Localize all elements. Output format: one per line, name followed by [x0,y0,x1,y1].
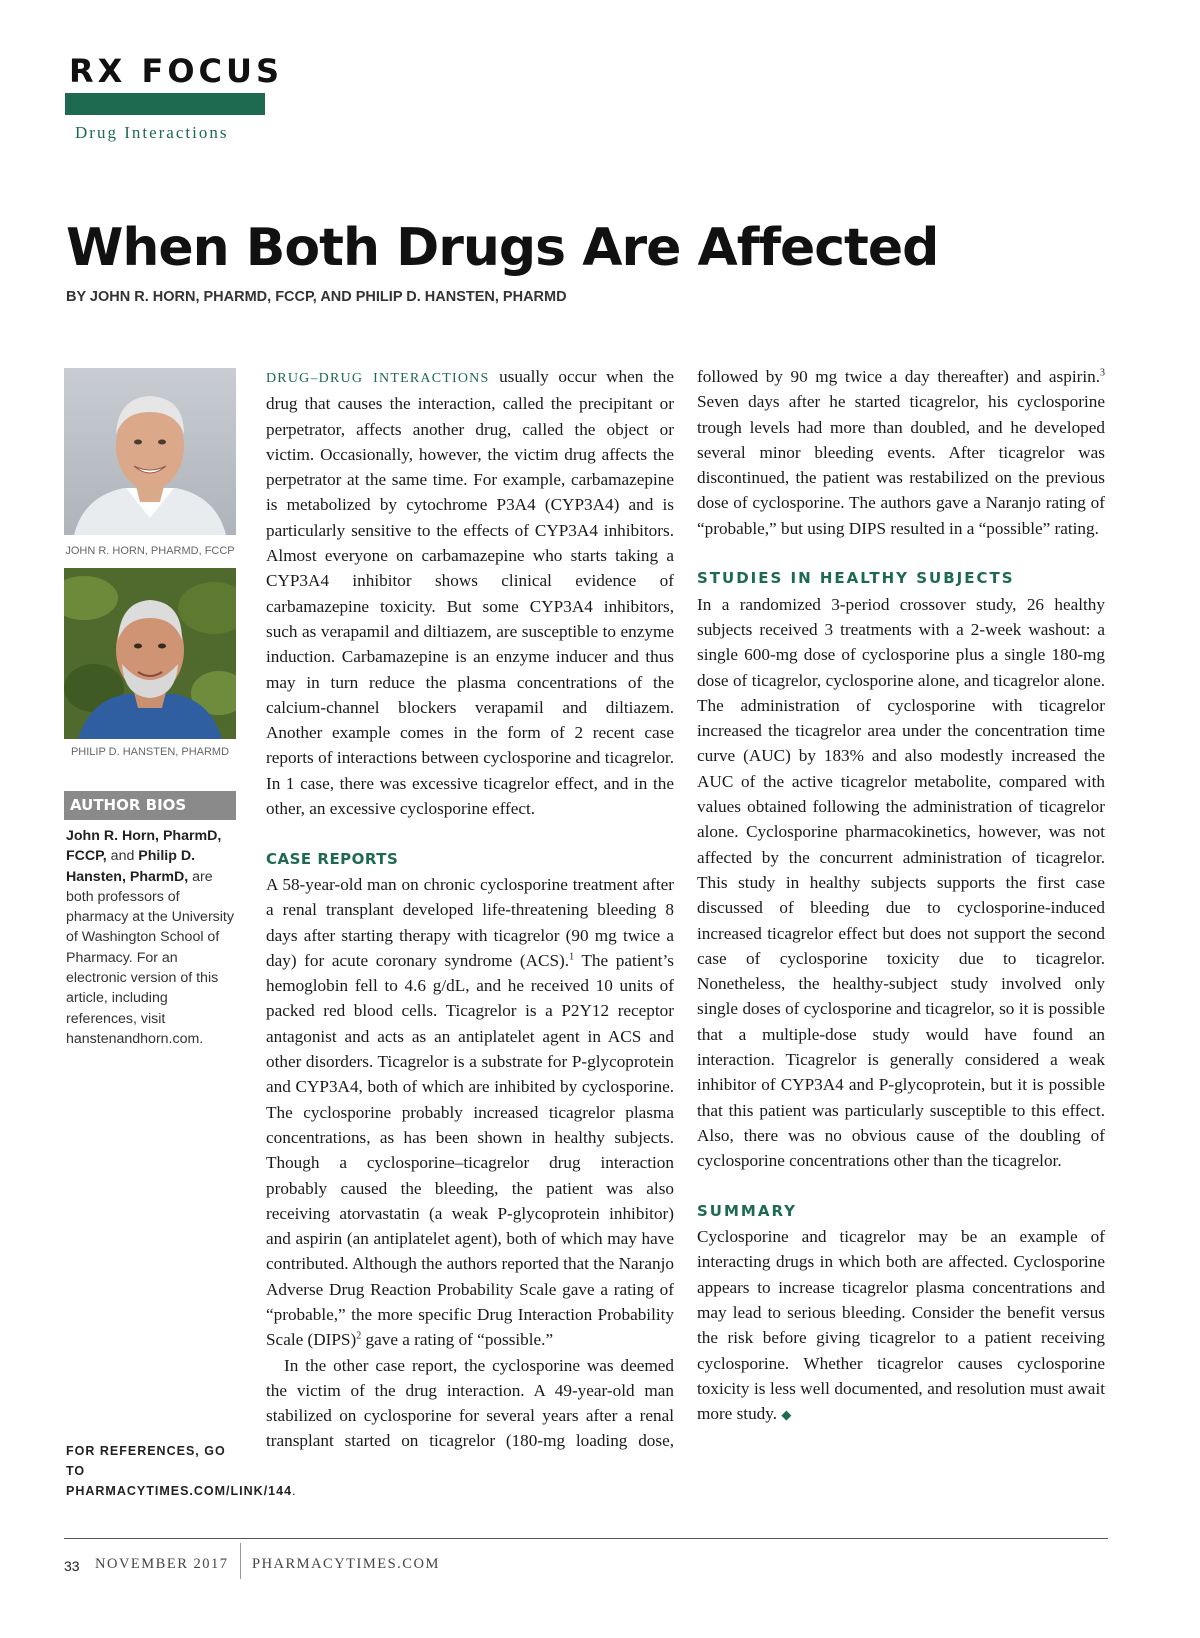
lead-in-caps: DRUG–DRUG INTERACTIONS [266,371,490,386]
references-period: . [292,1484,296,1498]
article-headline: When Both Drugs Are Affected [66,218,939,278]
photo-caption: JOHN R. HORN, PHARMD, FCCP [65,545,235,557]
intro-paragraph [266,364,674,821]
intro-text: usually occur when the drug that causes the interaction, called the precipitant or perpetrator, affects another drug, called the object or victim. Occasionally, however, the victim drug affects the perpetrator at the same time. For example, carbamazepine is metabolized by cytochrome P3A4 (CYP3A4) and is particularly sensitive to the effects of CYP3A4 inhibitors. Almost everyone on carbamazepine who starts taking a CYP3A4 inhibitor shows clinical evidence of carbamazepine toxicity. But some CYP3A4 inhibitors, such as verapamil and diltiazem, are susceptible to enzyme induction. Carbamazepine is an enzyme inducer and thus may in turn reduce the plasma concentrations of the calcium-channel blockers verapamil and diltiazem. Another example comes in the form of 2 recent case reports of interactions between cyclosporine and ticagrelor. In 1 case, there was excessive ticagrelor effect, and in the other, an excessive cyclosporine effect. [266,367,674,819]
body-column-2 [697,364,1105,1427]
section-title: RX FOCUS [69,52,284,90]
case1-text-c: gave a rating of “possible.” [361,1330,554,1350]
footer-rule [64,1538,1108,1539]
bio-name-hansten: Philip D. Hansten, PharmD, [66,848,196,885]
ref-3: 3 [1100,367,1105,379]
references-note [66,1441,296,1501]
case2-text-a: In the other case report, the cyclosporine was deemed the victim of the drug interaction. A 49-year-old man stabilized on cyclosporine for several years after a renal transplant started on ticagrelor (180-mg loading dose, [266,1355,674,1451]
footer-site[interactable]: PHARMACYTIMES.COM [252,1556,440,1572]
bio-and: and [106,848,139,865]
case2-text-b: Seven days after he started ticagrelor, his cyclosporine trough levels had more than doubled, and he developed several minor bleeding events. After ticagrelor was discontinued, the patient was restabilized on the previous dose of cyclosporine. The authors gave a Naranjo rating of “probable,” but using DIPS resulted in a “possible” rating. [697,392,1105,538]
bio-name-horn: John R. Horn, PharmD, FCCP, [66,828,222,865]
author-photo-hansten [64,568,236,739]
case2-text-a-continued: followed by 90 mg twice a day thereafter) and aspirin. [697,367,1100,386]
summary-heading: SUMMARY [697,1201,798,1220]
footer-divider [240,1543,241,1579]
author-bios-heading [64,791,236,820]
case2-paragraph-continued [697,364,1105,541]
summary-text: Cyclosporine and ticagrelor may be an example of interacting drugs in which both are affected. Cyclosporine appears to increase ticagrelor plasma concentrations and may lead to serious bleeding. Consider the benefit versus the risk before giving ticagrelor to a patient receiving cyclosporine. Whether ticagrelor causes cyclosporine toxicity is less well documented, and resolution must await more study. [697,1227,1105,1424]
case-reports-heading: CASE REPORTS [266,849,399,868]
studies-heading: STUDIES IN HEALTHY SUBJECTS [697,569,1015,588]
bio-description: are both professors of pharmacy at the University of Washington School of Pharmacy. For an electronic version of this article, including references, visit hanstenandhorn.com. [66,868,234,1047]
author-bios-heading-text: AUTHOR BIOS [70,796,187,814]
footer-date: NOVEMBER 2017 [95,1556,229,1572]
page-number: 33 [64,1558,80,1574]
references-link[interactable]: FOR REFERENCES, GO TO PHARMACYTIMES.COM/LINK/144 [66,1444,293,1498]
studies-paragraph: In a randomized 3-period crossover study, 26 healthy subjects received 3 treatments with a 2-week washout: a single 600-mg dose of cyclosporine plus a single 180-mg dose of ticagrelor, cyclosporine alone, and ticagrelor alone. The administration of cyclosporine with ticagrelor increased the ticagrelor area under the concentration time curve (AUC) by 183% and also modestly increased the AUC of the active ticagrelor metabolite, compared with values obtained following the administration of ticagrelor alone. Cyclosporine pharmacokinetics, however, was not affected by the concurrent administration of ticagrelor. This study in healthy subjects supports the first case discussed of bleeding due to cyclosporine-induced increased ticagrelor effect but does not support the second case of cyclosporine toxicity due to ticagrelor. Nonetheless, the healthy-subject study involved only single doses of cyclosporine and ticagrelor, so it is possible that a multiple-dose study would have found an interaction. Ticagrelor is generally considered a weak inhibitor of CYP3A4 and P-glycoprotein, but it is possible that this patient was particularly susceptible to this effect. Also, there was no obvious cause of the doubling of cyclosporine concentrations other than the ticagrelor. [697,594,1105,1171]
summary-paragraph [697,1224,1105,1427]
ref-1: 1 [569,951,575,963]
section-subtitle: Drug Interactions [75,123,229,142]
byline: BY JOHN R. HORN, PHARMD, FCCP, AND PHILIP D. HANSTEN, PHARMD [66,289,567,305]
section-color-bar [65,93,265,115]
case1-text-a: A 58-year-old man on chronic cyclosporine treatment after a renal transplant developed life-threatening bleeding 8 days after starting therapy with ticagrelor (90 mg twice a day) for acute coronary syndrome (ACS). [266,874,674,970]
photo-caption: PHILIP D. HANSTEN, PHARMD [70,746,230,758]
end-mark-icon: ◆ [781,1407,792,1423]
case1-text-b: The patient’s hemoglobin fell to 4.6 g/dL, and he received 10 units of packed red blood cells. Ticagrelor is a P2Y12 receptor antagonist and acts as an antiplatelet agent in ACS and other disorders. Ticagrelor is a substrate for P-glycoprotein and CYP3A4, both of which are inhibited by cyclosporine. The cyclosporine probably increased ticagrelor plasma concentrations, as has been shown in healthy subjects. Though a cyclosporine–ticagrelor drug interaction probably caused the bleeding, the patient was also receiving atorvastatin (a weak P-glycoprotein inhibitor) and aspirin (an antiplatelet agent), both of which may have contributed. Although the authors reported that the Naranjo Adverse Drug Reaction Probability Scale gave a rating of “probable,” the more specific Drug Interaction Probability Scale (DIPS) [266,950,674,1350]
author-bios-text [66,826,238,1049]
ref-2: 2 [356,1330,362,1342]
case1-paragraph [266,872,674,1353]
case2-paragraph-start [266,1353,674,1454]
author-photo-horn [64,368,236,535]
body-column-1 [266,364,674,1454]
